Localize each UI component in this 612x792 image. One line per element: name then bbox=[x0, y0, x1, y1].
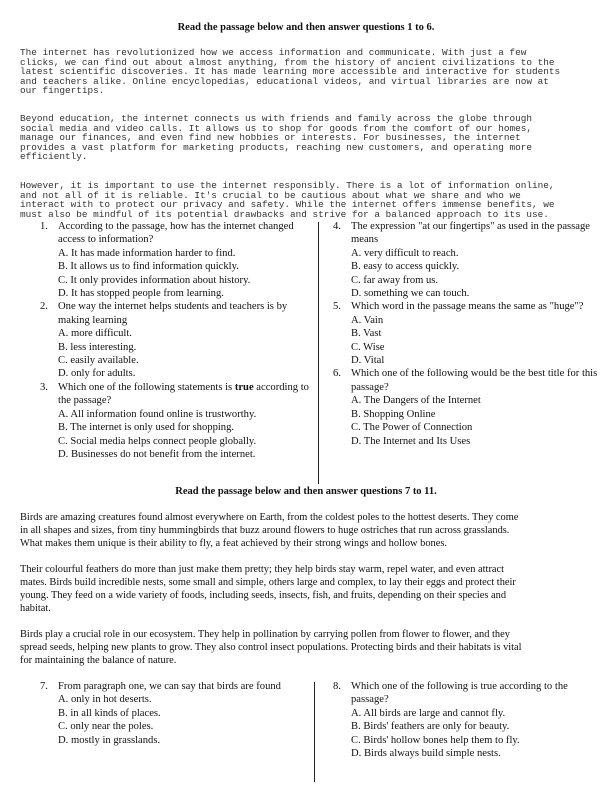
passage1-paragraph-3 bbox=[20, 181, 554, 219]
question-text: The expression "at our fingertips" as used in the passage means bbox=[351, 221, 591, 246]
questions-left-column-2 bbox=[40, 680, 315, 747]
passage-line: and not all of it is reliable. It's crucial to be cautious about what we share and who we bbox=[20, 189, 521, 201]
passage-line: Beyond education, the internet connects us with friends and family across the globe through bbox=[20, 113, 532, 124]
question-text: Which word in the passage means the same as "huge"? bbox=[351, 301, 584, 313]
question-item bbox=[40, 680, 315, 747]
passage-line: and teachers alike. Online encyclopedias, educational videos, and virtual libraries are now at bbox=[20, 75, 549, 87]
question-item bbox=[40, 220, 315, 300]
question-item bbox=[333, 367, 598, 447]
passage-line: What makes them unique is their ability to fly, a feat achieved by their strong wings and hollow bones. bbox=[20, 538, 447, 549]
passage-line: in all shapes and sizes, from tiny hummingbirds that buzz around flowers to huge ostriches that run across grasslands. bbox=[20, 525, 510, 536]
question-number: 4. bbox=[333, 221, 341, 232]
answer-option: A. All birds are large and cannot fly. bbox=[351, 707, 506, 719]
passage1-paragraph-2 bbox=[20, 114, 532, 162]
question-text: Which one of the following is true according to the passage? bbox=[351, 681, 568, 706]
passage1-paragraph-1 bbox=[20, 48, 560, 96]
answer-option: C. only near the poles. bbox=[58, 721, 154, 733]
passage-line: our fingertips. bbox=[20, 85, 105, 97]
answer-option: A. only in hot deserts. bbox=[58, 694, 152, 706]
answer-option: B. Birds' feathers are only for beauty. bbox=[351, 721, 510, 733]
passage-line: Birds play a crucial role in our ecosystem. They help in pollination by carrying pollen from flower to flower, and they bbox=[20, 629, 510, 640]
answer-option: B. in all kinds of places. bbox=[58, 707, 161, 719]
passage2-paragraph-3 bbox=[20, 628, 522, 667]
answer-option: A. Vain bbox=[351, 314, 384, 326]
answer-option: D. mostly in grasslands. bbox=[58, 734, 161, 746]
question-number: 1. bbox=[40, 221, 48, 232]
question-text bbox=[58, 381, 315, 408]
section1-heading: Read the passage below and then answer questions 1 to 6. bbox=[177, 22, 435, 33]
answer-option: C. Wise bbox=[351, 341, 385, 353]
answer-option: C. The Power of Connection bbox=[351, 422, 473, 434]
passage-line: latest scientific discoveries. It has made learning more accessible and interactive for students bbox=[20, 66, 561, 78]
answer-option: B. It allows us to find information quickly. bbox=[58, 261, 239, 273]
question-emphasis: true bbox=[234, 381, 254, 393]
column-divider bbox=[318, 222, 319, 484]
question-item bbox=[333, 220, 598, 300]
question-number: 7. bbox=[40, 681, 48, 692]
answer-option: C. Birds' hollow bones help them to fly. bbox=[351, 734, 520, 746]
answer-option: B. easy to access quickly. bbox=[351, 261, 460, 273]
passage-line: spread seeds, helping new plants to grow. They also control insect populations. Protecting birds and their habitats is vital bbox=[20, 642, 522, 653]
answer-option: D. Birds always build simple nests. bbox=[351, 748, 501, 760]
question-text-part: according to the passage? bbox=[58, 381, 309, 407]
question-text-part: Which one of the following statements is bbox=[58, 381, 235, 393]
passage-line: interact with to protect our privacy and safety. While the internet offers immense benefits, we bbox=[20, 199, 555, 211]
answer-option: A. It has made information harder to find. bbox=[58, 247, 236, 259]
question-item bbox=[333, 300, 598, 367]
answer-option: B. less interesting. bbox=[58, 341, 137, 353]
answer-option: A. The Dangers of the Internet bbox=[351, 395, 481, 407]
answer-option: D. It has stopped people from learning. bbox=[58, 288, 224, 300]
question-number: 2. bbox=[40, 301, 48, 313]
question-item bbox=[40, 381, 315, 461]
questions-left-column-1 bbox=[40, 220, 315, 461]
question-number: 6. bbox=[333, 368, 341, 380]
passage-line: efficiently. bbox=[20, 151, 88, 163]
passage2-paragraph-1 bbox=[20, 511, 518, 550]
passage-line: social media and video calls. It allows us to shop for goods from the comfort of our homes, bbox=[20, 122, 532, 134]
passage2-paragraph-2 bbox=[20, 563, 516, 615]
answer-option: B. Vast bbox=[351, 328, 382, 340]
question-text: According to the passage, how has the internet changed access to information? bbox=[58, 221, 294, 246]
questions-right-column-2 bbox=[333, 680, 598, 760]
passage-line: must also be mindful of its potential drawbacks and strive for a balanced approach to its use. bbox=[20, 208, 549, 220]
answer-option: D. only for adults. bbox=[58, 368, 136, 380]
passage-line: mates. Birds build incredible nests, some small and simple, others large and complex, to lay their eggs and protect their bbox=[20, 577, 516, 588]
passage-line: clicks, we can find out about almost anything, from the history of ancient civilizations to the bbox=[20, 56, 555, 68]
answer-option: B. Shopping Online bbox=[351, 408, 436, 420]
passage-line: provides a vast platform for marketing products, reaching new customers, and operating more bbox=[20, 141, 532, 153]
answer-option: A. very difficult to reach. bbox=[351, 247, 459, 259]
question-number: 5. bbox=[333, 301, 341, 313]
questions-right-column-1 bbox=[333, 220, 598, 448]
passage-line: habitat. bbox=[20, 603, 51, 614]
passage-line: However, it is important to use the internet responsibly. There is a lot of information online, bbox=[20, 180, 555, 191]
question-number: 8. bbox=[333, 681, 341, 692]
question-number: 3. bbox=[40, 381, 48, 393]
passage-line: manage our finances, and even find new hobbies or interests. For businesses, the internet bbox=[20, 132, 521, 144]
answer-option: C. Social media helps connect people globally. bbox=[58, 435, 257, 447]
question-item bbox=[40, 300, 315, 380]
answer-option: D. Vital bbox=[351, 355, 385, 367]
passage-line: The internet has revolutionized how we access information and communicate. With just a few bbox=[20, 47, 527, 58]
answer-option: C. easily available. bbox=[58, 355, 139, 367]
section2-heading: Read the passage below and then answer questions 7 to 11. bbox=[175, 486, 437, 497]
passage-line: young. They feed on a wide variety of foods, including seeds, insects, fish, and fruits, depending on their species and bbox=[20, 590, 507, 601]
answer-option: A. All information found online is trustworthy. bbox=[58, 408, 257, 420]
answer-option: C. It only provides information about history. bbox=[58, 274, 251, 286]
answer-option: D. Businesses do not benefit from the internet. bbox=[58, 448, 256, 460]
passage-line: Their colourful feathers do more than just make them pretty; they help birds stay warm, repel water, and even attract bbox=[20, 564, 505, 575]
passage-line: Birds are amazing creatures found almost everywhere on Earth, from the coldest poles to the hottest deserts. They come bbox=[20, 512, 519, 523]
question-text: From paragraph one, we can say that birds are found bbox=[58, 681, 281, 692]
answer-option: D. something we can touch. bbox=[351, 288, 470, 300]
answer-option: A. more difficult. bbox=[58, 328, 132, 340]
answer-option: D. The Internet and Its Uses bbox=[351, 435, 471, 447]
column-divider-2 bbox=[314, 682, 315, 782]
passage-line: for maintaining the balance of nature. bbox=[20, 655, 177, 666]
question-item bbox=[333, 680, 598, 760]
answer-option: C. far away from us. bbox=[351, 274, 439, 286]
question-text: One way the internet helps students and teachers is by making learning bbox=[58, 301, 288, 326]
question-text: Which one of the following would be the best title for this passage? bbox=[351, 368, 598, 393]
answer-option: B. The internet is only used for shopping. bbox=[58, 422, 235, 434]
